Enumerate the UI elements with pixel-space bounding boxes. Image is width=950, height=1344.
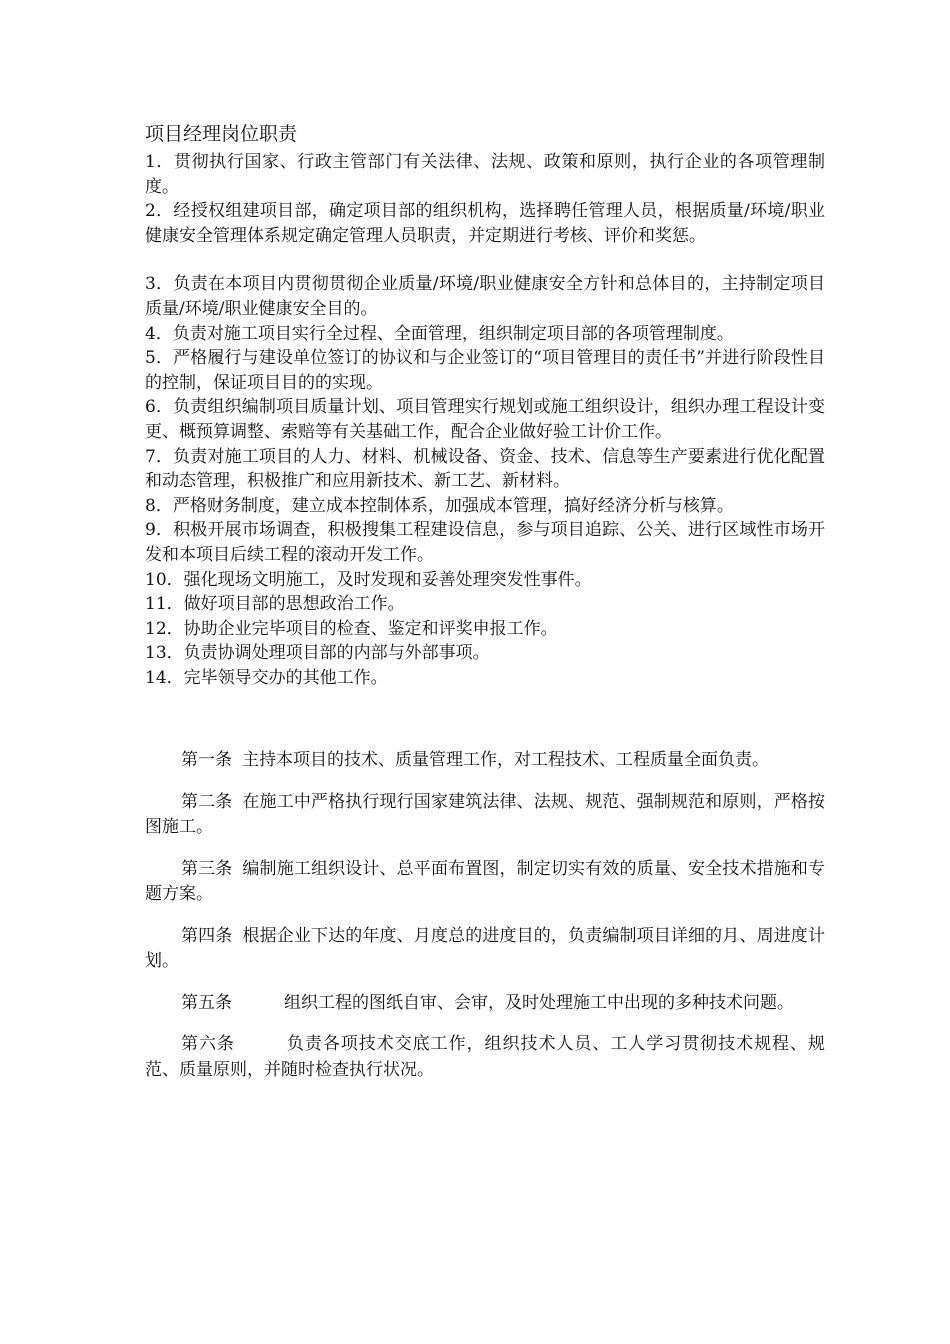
duty-item-2: 2．经授权组建项目部，确定项目部的组织机构，选择聘任管理人员，根据质量/环境/职业健康安全管理体系规定确定管理人员职责，并定期进行考核、评价和奖惩。 [145,201,825,246]
article-number: 第六条 [181,1034,235,1055]
article-2 [145,790,825,841]
duty-item-14: 14．完毕领导交办的其他工作。 [145,667,388,688]
duty-item-9: 9．积极开展市场调查，积极搜集工程建设信息，参与项目追踪、公关、进行区域性市场开发和本项目后续工程的滚动开发工作。 [145,520,825,565]
article-number: 第二条 [181,791,233,812]
article-1 [145,748,825,774]
duty-item-4: 4．负责对施工项目实行全过程、全面管理，组织制定项目部的各项管理制度。 [145,323,734,344]
article-4 [145,924,825,975]
duty-item-1: 1．贯彻执行国家、行政主管部门有关法律、法规、政策和原则，执行企业的各项管理制度。 [145,152,825,197]
article-text: 负责各项技术交底工作，组织技术人员、工人学习贯彻技术规程、规范、质量原则，并随时检查执行状况。 [145,1034,825,1080]
article-list [145,748,825,1083]
article-text: 主持本项目的技术、质量管理工作，对工程技术、工程质量全面负责。 [242,750,769,771]
article-number: 第三条 [181,858,233,879]
article-number: 第四条 [181,925,233,946]
document-page [145,118,825,1099]
duty-item-7: 7．负责对施工项目的人力、材料、机械设备、资金、技术、信息等生产要素进行优化配置和动态管理，积极推广和应用新技术、新工艺、新材料。 [145,446,825,492]
duty-item-11: 11．做好项目部的思想政治工作。 [145,594,405,615]
article-text: 组织工程的图纸自审、会审，及时处理施工中出现的多种技术问题。 [284,992,794,1013]
duty-item-5: 5．严格履行与建设单位签订的协议和与企业签订的“项目管理目的责任书”并进行阶段性目的控制，保证项目目的的实现。 [145,348,825,393]
article-5 [145,991,825,1017]
article-text: 编制施工组织设计、总平面布置图，制定切实有效的质量、安全技术措施和专题方案。 [145,858,826,905]
duty-item-12: 12．协助企业完毕项目的检查、鉴定和评奖申报工作。 [145,618,558,639]
document-title: 项目经理岗位职责 [145,123,298,145]
article-3 [145,857,825,908]
article-text: 根据企业下达的年度、月度总的进度目的，负责编制项目详细的月、周进度计划。 [145,925,826,972]
duty-item-8: 8．严格财务制度，建立成本控制体系，加强成本管理，搞好经济分析与核算。 [145,495,734,516]
duty-item-13: 13．负责协调处理项目部的内部与外部事项。 [145,643,490,664]
duty-item-6: 6．负责组织编制项目质量计划、项目管理实行规划或施工组织设计，组织办理工程设计变更、概预算调整、索赔等有关基础工作，配合企业做好验工计价工作。 [145,397,825,442]
duty-item-10: 10．强化现场文明施工，及时发现和妥善处理突发性事件。 [145,569,592,590]
article-text: 在施工中严格执行现行国家建筑法律、法规、规范、强制规范和原则，严格按图施工。 [145,791,826,838]
duty-item-3: 3．负责在本项目内贯彻贯彻企业质量/环境/职业健康安全方针和总体目的，主持制定项目质量/环境/职业健康安全目的。 [145,274,825,319]
article-number: 第五条 [181,992,232,1013]
article-6 [145,1032,825,1083]
article-number: 第一条 [181,750,232,771]
duty-list [145,150,825,690]
